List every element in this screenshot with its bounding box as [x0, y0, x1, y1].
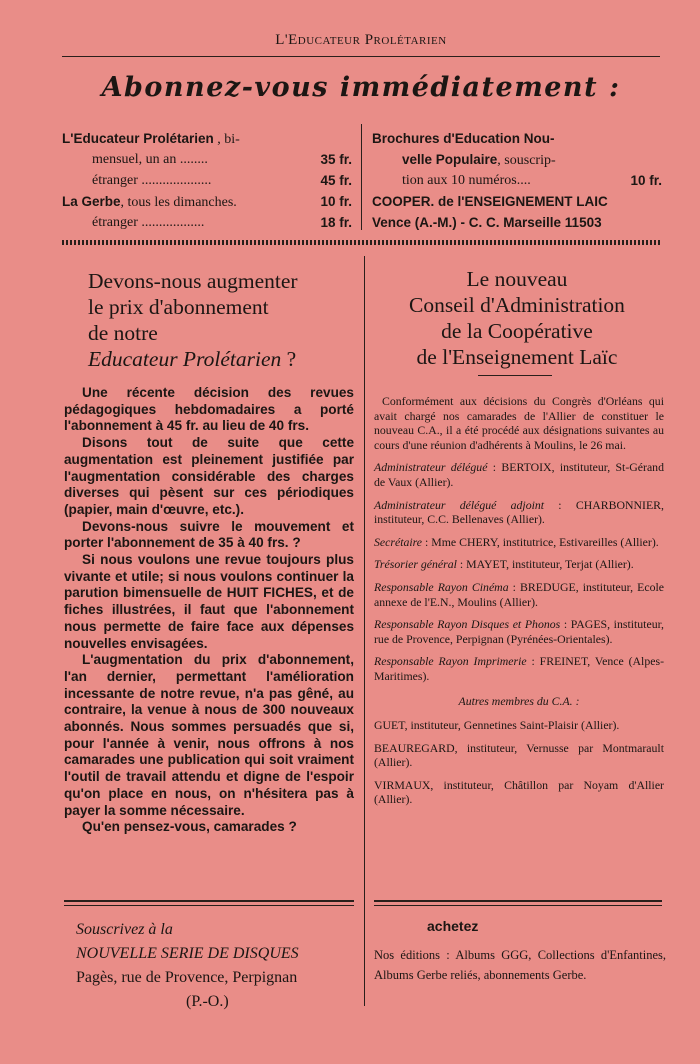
publication-name: La Gerbe	[62, 194, 121, 209]
records-advert: Souscrivez à la NOUVELLE SERIE DE DISQUES Pagès, rue de Provence, Perpignan (P.-O.)	[76, 921, 299, 1010]
cooperative-name: COOPER. de l'ENSEIGNEMENT LAIC	[372, 194, 608, 209]
price: 10 fr.	[630, 173, 662, 188]
cooperative-address: Vence (A.-M.) - C. C. Marseille 11503	[372, 215, 602, 230]
board-member: Responsable Rayon Cinéma : BREDUGE, instituteur, Ecole annexe de l'E.N., Moulins (Allier).	[374, 579, 664, 609]
header-rule	[62, 56, 660, 57]
running-title: L'Educateur Prolétarien	[275, 32, 447, 48]
subscription-row: mensuel, un an ........ 35 fr.	[62, 149, 352, 170]
price: 18 fr.	[320, 215, 352, 230]
paragraph: Devons-nous suivre le mouvement et porter l'abonnement de 35 à 40 frs. ?	[64, 518, 354, 551]
dashed-divider	[62, 240, 660, 245]
column-divider	[364, 256, 365, 1006]
title-underline	[478, 375, 552, 376]
board-member: VIRMAUX, instituteur, Châtillon par Noyam d'Allier (Allier).	[374, 777, 664, 807]
editions-advert-body: Nos éditions : Albums GGG, Collections d'Enfantines, Albums Gerbe reliés, abonnements Gerbe.	[374, 948, 666, 982]
publication-name: L'Educateur Prolétarien	[62, 131, 214, 146]
price: 10 fr.	[320, 194, 352, 209]
board-member: Responsable Rayon Imprimerie : FREINET, Vence (Alpes-Maritimes).	[374, 654, 664, 683]
double-rule	[64, 900, 354, 906]
price: 35 fr.	[320, 152, 352, 167]
paragraph: Conformément aux décisions du Congrès d'Orléans qui avait chargé nos camarades de l'Allier de constituer le nouveau C.A., il a été procédé aux désignations suivantes au cours d'une réunion d'adhérents à Moulins, le 26 mai.	[374, 394, 664, 452]
column-divider	[361, 124, 362, 230]
right-article-title: Le nouveau Conseil d'Administration de la Coopérative de l'Enseignement Laïc	[409, 267, 625, 369]
paragraph: L'augmentation du prix d'abonnement, l'an dernier, permettant l'amélioration incessante de notre revue, n'a pas gêné, au contraire, la venue à nous de 300 nouveaux abonnés. Nous sommes persuadés que si, pour l'année à venir, nous offrons à nos camarades une publication qui soit vraiment l'outil de travail attendu et digne de l'espoir qu'on place en nous, on n'hésitera pas à payer la somme nécessaire.	[64, 652, 354, 818]
board-member: Responsable Rayon Disques et Phonos : PAGES, instituteur, rue de Provence, Perpignan (Pyrénées-Orientales).	[374, 617, 664, 646]
board-member: Administrateur délégué : BERTOIX, instituteur, St-Gérand de Vaux (Allier).	[374, 460, 664, 489]
board-member: Secrétaire : Mme CHERY, institutrice, Estivareilles (Allier).	[374, 534, 659, 549]
left-article-title: Devons-nous augmenter le prix d'abonnement de notre Educateur Prolétarien ?	[88, 269, 298, 371]
paragraph: Si nous voulons une revue toujours plus vivante et utile; si nous voulons continuer la parution bimensuelle de HUIT FICHES, et de fiches illustrées, il faut que l'abonnement nous permette de faire face aux dépenses nouvelles envisagées.	[64, 552, 354, 651]
price: 45 fr.	[320, 173, 352, 188]
board-member: Trésorier général : MAYET, instituteur, Terjat (Allier).	[374, 557, 634, 572]
board-member: BEAUREGARD, instituteur, Vernusse par Montmarault (Allier).	[374, 740, 664, 770]
other-members-heading: Autres membres du C.A. :	[458, 693, 580, 708]
subscribe-banner: Abonnez-vous immédiatement :	[101, 72, 621, 103]
right-article-body	[374, 394, 664, 815]
subscription-row: étranger .................... 45 fr.	[62, 170, 352, 191]
brochures-subscription: Brochures d'Education Nou- velle Populaire, souscrip- tion aux 10 numéros.... 10 fr. COOPER. de l'ENSEIGNEMENT LAIC Vence (A.-M.) - C. C. Marseille 11503	[372, 131, 662, 230]
subscription-row: étranger .................. 18 fr.	[62, 212, 352, 233]
board-member: Administrateur délégué adjoint : CHARBONNIER, instituteur, C.C. Bellenaves (Allier).	[374, 497, 664, 527]
subscription-prices	[62, 128, 352, 233]
paragraph: Une récente décision des revues pédagogiques hebdomadaires a porté l'abonnement à 45 fr. au lieu de 40 frs.	[64, 385, 354, 434]
paragraph: Qu'en pensez-vous, camarades ?	[82, 819, 297, 835]
double-rule	[374, 900, 662, 906]
board-member: GUET, instituteur, Gennetines Saint-Plaisir (Allier).	[374, 718, 620, 733]
editions-advert-heading: achetez	[427, 918, 479, 934]
left-article-body	[64, 385, 354, 836]
subscription-row: La Gerbe, tous les dimanches. 10 fr.	[62, 191, 352, 212]
subscription-row: L'Educateur Prolétarien , bi-	[62, 131, 240, 147]
paragraph: Disons tout de suite que cette augmentation est pleinement justifiée par l'augmentation considérable des charges diverses qui pèsent sur ces périodiques (papier, main d'œuvre, etc.).	[64, 435, 354, 517]
